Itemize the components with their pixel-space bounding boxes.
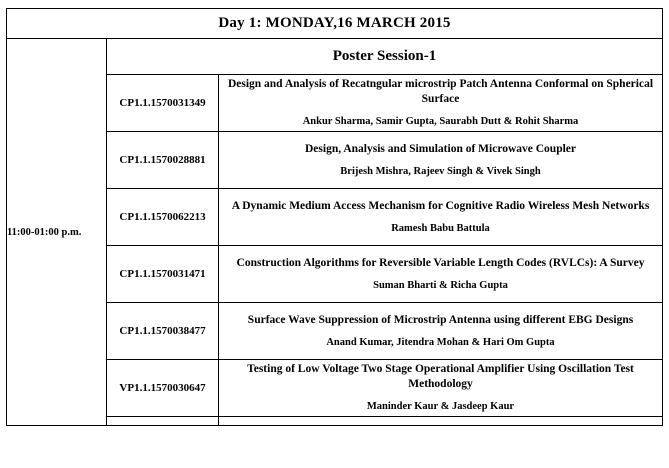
paper-details-empty [219, 417, 663, 426]
paper-details [219, 360, 663, 417]
paper-authors: Anand Kumar, Jitendra Mohan & Hari Om Gupta [326, 336, 555, 348]
paper-title: Construction Algorithms for Reversible Variable Length Codes (RVLCs): A Survey [236, 256, 645, 269]
paper-id: VP1.1.1570030647 [107, 360, 219, 417]
day-title-row [7, 9, 663, 39]
paper-details [219, 189, 663, 246]
paper-authors: Maninder Kaur & Jasdeep Kaur [366, 401, 515, 413]
time-slot-cell: 11:00-01:00 p.m. [7, 39, 107, 426]
paper-title: Design and Analysis of Recatngular microstrip Patch Antenna Conformal on Spherical Surface [227, 78, 654, 105]
schedule-table [6, 8, 663, 426]
paper-id: CP1.1.1570031349 [107, 75, 219, 132]
session-title: Poster Session-1 [107, 39, 663, 75]
paper-title: A Dynamic Medium Access Mechanism for Cognitive Radio Wireless Mesh Networks [231, 199, 650, 212]
paper-details [219, 75, 663, 132]
paper-details [219, 303, 663, 360]
paper-authors: Suman Bharti & Richa Gupta [373, 279, 508, 291]
session-header-row [7, 39, 663, 75]
day-title: Day 1: MONDAY,16 MARCH 2015 [7, 9, 663, 39]
paper-id-empty [107, 417, 219, 426]
paper-authors: Ramesh Babu Battula [391, 222, 490, 234]
paper-id: CP1.1.1570028881 [107, 132, 219, 189]
paper-id: CP1.1.1570031471 [107, 246, 219, 303]
paper-id: CP1.1.1570062213 [107, 189, 219, 246]
paper-authors: Ankur Sharma, Samir Gupta, Saurabh Dutt & Rohit Sharma [302, 116, 579, 128]
paper-details [219, 132, 663, 189]
paper-details [219, 246, 663, 303]
paper-title: Design, Analysis and Simulation of Microwave Coupler [304, 142, 577, 155]
paper-id: CP1.1.1570038477 [107, 303, 219, 360]
paper-title: Surface Wave Suppression of Microstrip Antenna using different EBG Designs [247, 313, 634, 326]
paper-title: Testing of Low Voltage Two Stage Operational Amplifier Using Oscillation Test Methodology [247, 363, 634, 390]
paper-authors: Brijesh Mishra, Rajeev Singh & Vivek Singh [340, 165, 541, 177]
